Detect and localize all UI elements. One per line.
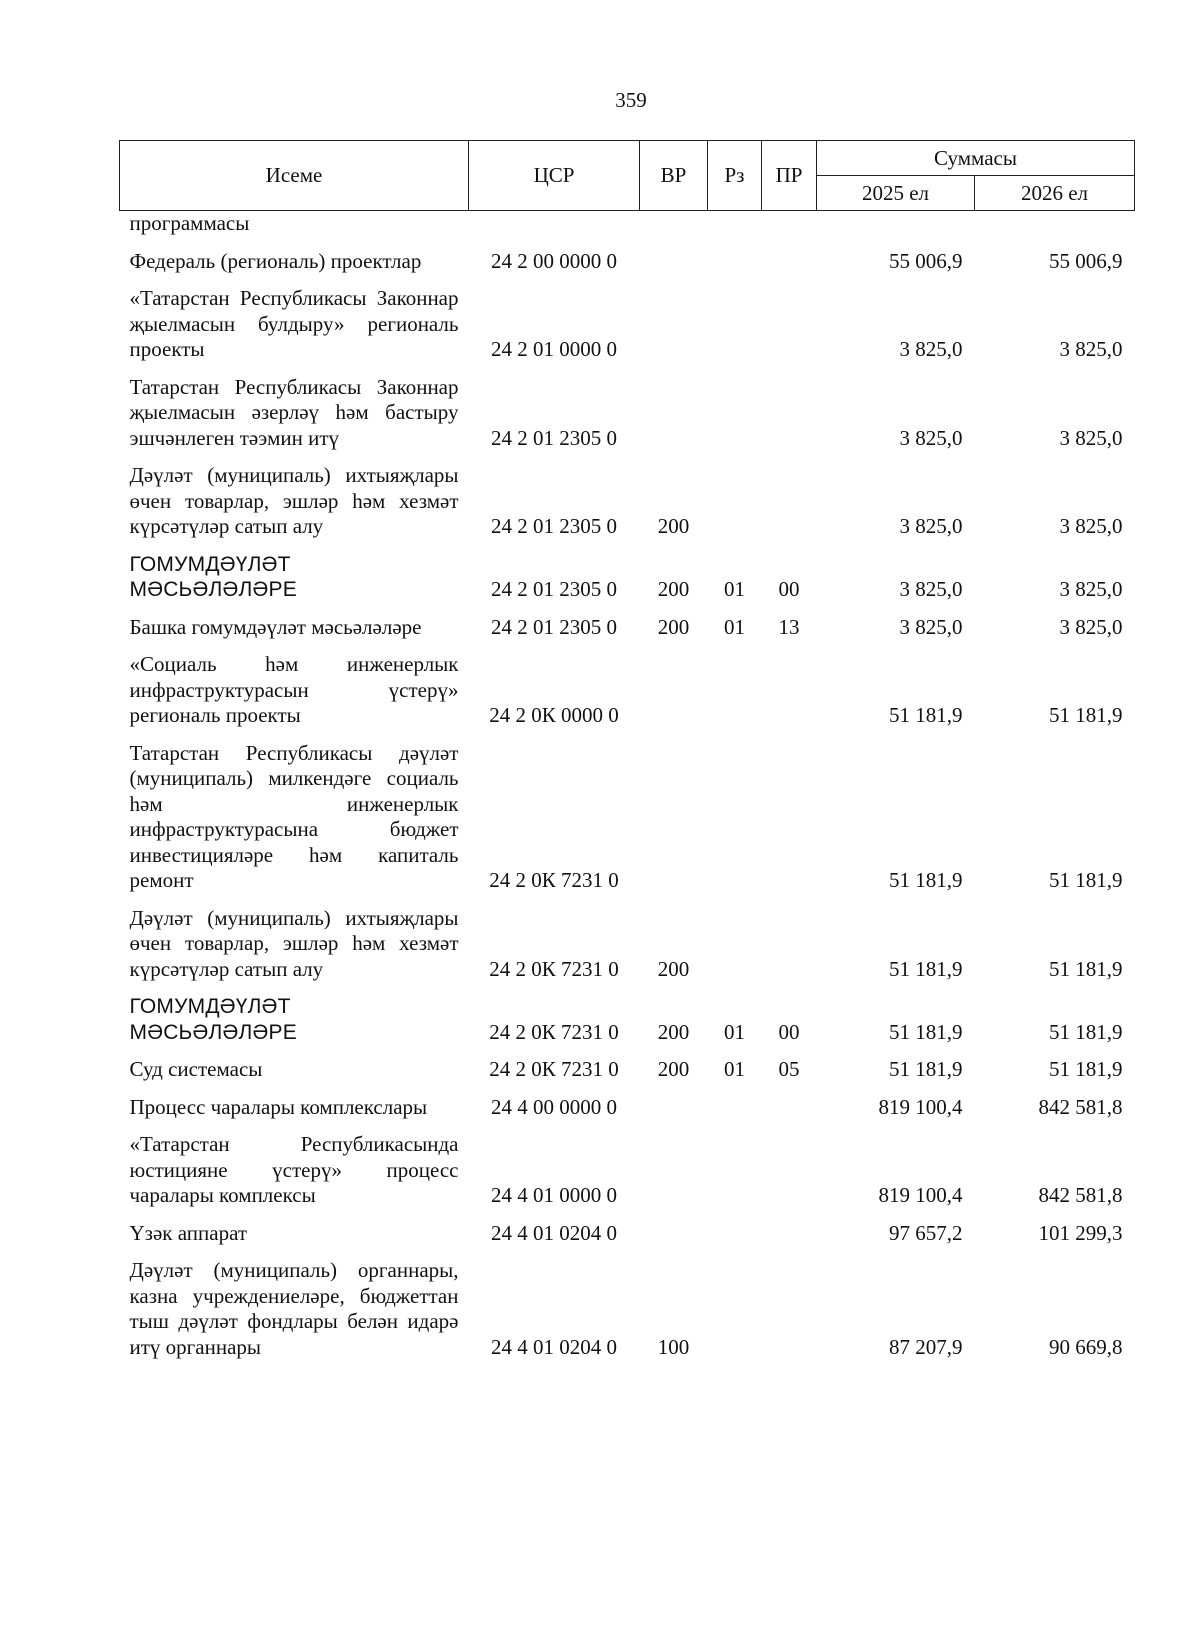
row-sum-2025 — [817, 211, 975, 240]
row-csr: 24 4 01 0204 0 — [491, 1220, 617, 1245]
table-row — [120, 643, 1135, 732]
row-sum-2026: 90 669,8 — [1049, 1334, 1123, 1359]
row-pr — [762, 1086, 817, 1124]
row-pr — [762, 643, 817, 732]
table-row — [120, 1048, 1135, 1086]
row-pr: 00 — [778, 577, 800, 601]
table-row — [120, 1086, 1135, 1124]
row-pr — [762, 240, 817, 278]
header-year-2025: 2025 ел — [817, 176, 975, 211]
row-csr: 24 2 0К 7231 0 — [489, 1019, 619, 1044]
row-sum-2025: 51 181,9 — [889, 703, 963, 727]
row-vr: 200 — [657, 577, 690, 601]
row-rz — [708, 1212, 762, 1250]
row-csr: 24 4 00 0000 0 — [491, 1094, 617, 1119]
table-row — [120, 985, 1135, 1048]
budget-table — [119, 140, 1135, 1363]
row-sum-2026: 51 181,9 — [1049, 1019, 1123, 1044]
row-name: ГОМУМДӘҮЛӘТ МӘСЬӘЛӘЛӘРЕ — [129, 995, 297, 1044]
row-sum-2026: 3 825,0 — [1059, 514, 1123, 538]
row-vr — [640, 211, 708, 240]
row-vr — [640, 1086, 708, 1124]
row-vr: 200 — [657, 614, 690, 639]
row-vr — [640, 643, 708, 732]
row-vr — [640, 240, 708, 278]
table-header — [120, 141, 1135, 211]
row-sum-2026: 51 181,9 — [1049, 868, 1123, 892]
row-sum-2026: 55 006,9 — [1049, 248, 1123, 273]
row-pr — [762, 1123, 817, 1212]
row-rz — [708, 897, 762, 986]
row-name: Дәүләт (муниципаль) ихтыяҗлары өчен товарлар, эшләр һәм хезмәт күрсәтүләр сатып алу — [129, 905, 459, 981]
row-rz — [708, 1086, 762, 1124]
header-name: Исеме — [120, 141, 469, 211]
row-sum-2025: 3 825,0 — [899, 514, 963, 538]
row-sum-2025: 51 181,9 — [889, 868, 963, 892]
table-row — [120, 277, 1135, 366]
row-pr — [762, 1212, 817, 1250]
row-vr — [640, 732, 708, 897]
row-rz: 01 — [724, 1019, 745, 1044]
row-sum-2025: 97 657,2 — [889, 1220, 963, 1245]
row-rz: 01 — [724, 577, 745, 601]
header-year-2026: 2026 ел — [975, 176, 1135, 211]
row-csr: 24 2 0К 7231 0 — [489, 956, 619, 981]
row-csr: 24 2 0К 7231 0 — [489, 1057, 619, 1081]
row-name: Процесс чаралары комплекслары — [129, 1094, 428, 1119]
page-number: 359 — [615, 88, 647, 112]
row-sum-2025: 3 825,0 — [899, 337, 963, 361]
row-sum-2026: 51 181,9 — [1049, 703, 1123, 727]
row-rz — [708, 211, 762, 240]
table-row — [120, 606, 1135, 644]
row-rz: 01 — [724, 1057, 745, 1081]
row-vr: 200 — [657, 1057, 690, 1081]
row-csr: 24 4 01 0204 0 — [491, 1334, 617, 1359]
row-sum-2025: 51 181,9 — [889, 1057, 963, 1081]
row-vr — [640, 277, 708, 366]
row-vr — [640, 1123, 708, 1212]
table-row — [120, 240, 1135, 278]
row-rz: 01 — [724, 614, 745, 639]
row-sum-2026: 101 299,3 — [1038, 1220, 1123, 1245]
row-sum-2025: 3 825,0 — [899, 614, 963, 639]
row-sum-2026: 842 581,8 — [1038, 1094, 1123, 1119]
row-pr: 00 — [778, 1019, 800, 1044]
table-body — [120, 211, 1135, 1364]
row-vr: 200 — [657, 514, 690, 538]
row-name: Дәүләт (муниципаль) ихтыяҗлары өчен товарлар, эшләр һәм хезмәт күрсәтүләр сатып алу — [129, 463, 459, 538]
table-row — [120, 211, 1135, 240]
row-sum-2025: 3 825,0 — [899, 577, 963, 601]
table-row — [120, 1212, 1135, 1250]
row-vr: 200 — [657, 956, 690, 981]
row-rz — [708, 732, 762, 897]
row-pr — [762, 211, 817, 240]
row-csr: 24 2 01 2305 0 — [491, 514, 617, 538]
row-vr — [640, 1212, 708, 1250]
header-csr: ЦСР — [469, 141, 640, 211]
table-row — [120, 543, 1135, 606]
row-sum-2026 — [975, 211, 1135, 240]
row-name: «Социаль һәм инженерлык инфраструктурасын үстерү» региональ проекты — [129, 652, 459, 727]
table-row — [120, 1123, 1135, 1212]
row-sum-2025: 87 207,9 — [889, 1334, 963, 1359]
row-sum-2025: 51 181,9 — [889, 1019, 963, 1044]
row-pr — [762, 897, 817, 986]
row-name: программасы — [129, 211, 250, 235]
row-csr: 24 2 01 0000 0 — [491, 337, 617, 361]
row-sum-2026: 842 581,8 — [1038, 1183, 1123, 1207]
table-row — [120, 897, 1135, 986]
row-csr: 24 4 01 0000 0 — [491, 1183, 617, 1207]
table-row — [120, 366, 1135, 455]
row-vr — [640, 366, 708, 455]
row-name: ГОМУМДӘҮЛӘТ МӘСЬӘЛӘЛӘРЕ — [129, 552, 297, 601]
header-rz: Рз — [708, 141, 762, 211]
row-csr: 24 2 00 0000 0 — [491, 248, 617, 273]
row-pr — [762, 366, 817, 455]
row-pr — [762, 454, 817, 543]
row-vr: 100 — [657, 1334, 690, 1359]
row-sum-2026: 51 181,9 — [1049, 1057, 1123, 1081]
header-pr: ПР — [762, 141, 817, 211]
table-row — [120, 1249, 1135, 1363]
row-pr: 13 — [778, 614, 800, 639]
row-sum-2025: 51 181,9 — [889, 956, 963, 981]
row-name: Федераль (региональ) проектлар — [129, 248, 422, 273]
row-sum-2026: 3 825,0 — [1059, 577, 1123, 601]
row-rz — [708, 1249, 762, 1363]
row-sum-2025: 3 825,0 — [899, 425, 963, 450]
row-rz — [708, 1123, 762, 1212]
header-sums: Суммасы — [817, 141, 1135, 176]
row-pr — [762, 1249, 817, 1363]
row-sum-2026: 3 825,0 — [1059, 614, 1123, 639]
row-sum-2026: 3 825,0 — [1059, 337, 1123, 361]
row-pr: 05 — [778, 1057, 800, 1081]
row-pr — [762, 277, 817, 366]
row-rz — [708, 277, 762, 366]
row-csr: 24 2 0К 7231 0 — [489, 868, 619, 892]
row-name: Суд системасы — [129, 1057, 263, 1081]
row-name: Татарстан Республикасы Законнар җыелмасын әзерләү һәм бастыру эшчәнлеген тәэмин итү — [129, 374, 459, 450]
row-rz — [708, 643, 762, 732]
row-name: Үзәк аппарат — [129, 1220, 248, 1245]
row-rz — [708, 454, 762, 543]
row-csr: 24 2 01 2305 0 — [491, 614, 617, 639]
row-name: Татарстан Республикасы дәүләт (муниципаль) милкендәге социаль һәм инженерлык инфраструктурасына бюджет инвестицияләре һәм капиталь ремонт — [129, 740, 459, 892]
row-csr — [469, 211, 640, 240]
row-csr: 24 2 0К 0000 0 — [489, 703, 619, 727]
row-sum-2025: 819 100,4 — [878, 1094, 963, 1119]
row-rz — [708, 366, 762, 455]
row-vr: 200 — [657, 1019, 690, 1044]
row-sum-2025: 819 100,4 — [878, 1183, 963, 1207]
row-csr: 24 2 01 2305 0 — [491, 577, 617, 601]
table-row — [120, 732, 1135, 897]
row-name: Дәүләт (муниципаль) органнары, казна учреждениеләре, бюджеттан тыш дәүләт фондлары белән идарә итү органнары — [129, 1258, 459, 1359]
table-row — [120, 454, 1135, 543]
row-rz — [708, 240, 762, 278]
header-vr: ВР — [640, 141, 708, 211]
row-name: «Татарстан Республикасында юстицияне үстерү» процесс чаралары комплексы — [129, 1132, 459, 1207]
row-csr: 24 2 01 2305 0 — [491, 425, 617, 450]
row-pr — [762, 732, 817, 897]
row-sum-2026: 51 181,9 — [1049, 956, 1123, 981]
row-sum-2026: 3 825,0 — [1059, 425, 1123, 450]
row-sum-2025: 55 006,9 — [889, 248, 963, 273]
row-name: «Татарстан Республикасы Законнар җыелмасын булдыру» региональ проекты — [129, 286, 459, 361]
row-name: Башка гомумдәүләт мәсьәләләре — [129, 614, 422, 639]
